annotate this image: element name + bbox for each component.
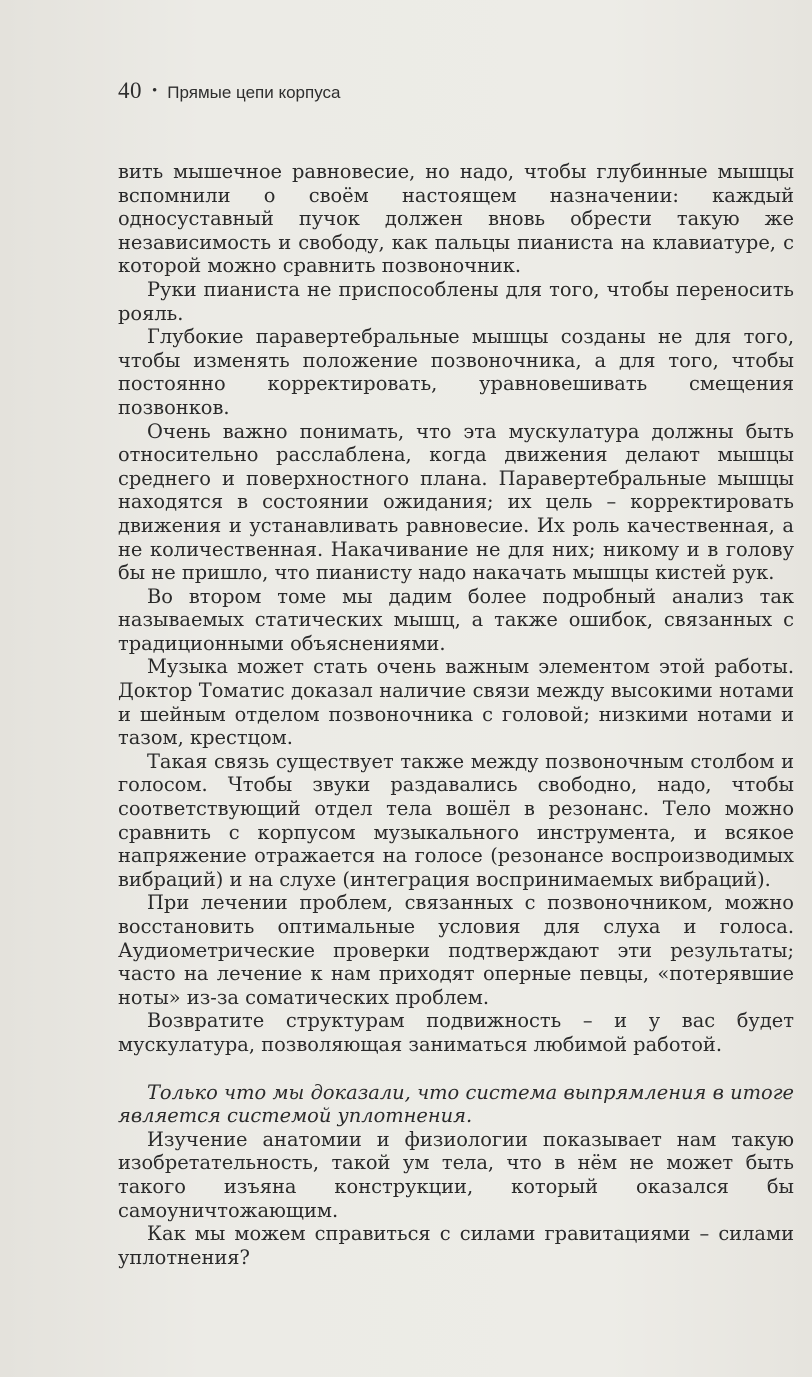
paragraph: Руки пианиста не приспособлены для того, чтобы переносить рояль.: [118, 277, 794, 325]
running-title: Прямые цепи корпуса: [167, 83, 341, 102]
paragraph: Изучение анатомии и физиологии показывает нам такую изобретательность, такой ум тела, что в нём не может быть такого изъяна конструкции, который оказался бы самоуничтожающим.: [118, 1127, 794, 1222]
page-number: 40: [118, 78, 142, 103]
paragraph: Глубокие паравертебральные мышцы созданы не для того, чтобы изменять положение позвоночника, а для того, чтобы постоянно корректировать, уравновешивать смещения позвонков.: [118, 325, 794, 419]
paragraph: Очень важно понимать, что эта мускулатура должны быть относительно расслаблена, когда движения делают мышцы среднего и поверхностного плана. Паравертебральные мышцы находятся в состоянии ожидания; их цель – корректировать движения и устанавливать равновесие. Их роль качественная, а не количественная. Накачивание не для них; никому и в голову бы не пришло, что пианисту надо накачать мышцы кистей рук.: [118, 419, 794, 585]
paragraph: Как мы можем справиться с силами гравитациями – силами уплотнения?: [118, 1222, 794, 1269]
paragraph: При лечении проблем, связанных с позвоночником, можно восстановить оптимальные условия для слуха и голоса. Аудиометрические проверки подтверждают эти результаты; часто на лечение к нам приходят оперные певцы, «потерявшие ноты» из-за соматических проблем.: [118, 891, 794, 1009]
paragraph-continued: вить мышечное равновесие, но надо, чтобы глубинные мышцы вспомнили о своём настоящем назначении: каждый односуставный пучок должен вновь обрести такую же независимость и свободу, как пальцы пианиста на клавиатуре, с которой можно сравнить позвоночник.: [118, 160, 794, 278]
running-header: [118, 78, 340, 104]
body-text: [118, 160, 794, 1269]
paragraph: Музыка может стать очень важным элементом этой работы. Доктор Томатис доказал наличие связи между высокими нотами и шейным отделом позвоночника с головой; низкими нотами и тазом, крестцом.: [118, 655, 794, 750]
emphasis-paragraph: Только что мы доказали, что система выпрямления в итоге является системой уплотнения.: [118, 1080, 794, 1128]
paragraph: Возвратите структурам подвижность – и у вас будет мускулатура, позволяющая заниматься любимой работой.: [118, 1009, 794, 1056]
paragraph: Такая связь существует также между позвоночным столбом и голосом. Чтобы звуки раздавались свободно, надо, чтобы соответствующий отдел тела вошёл в резонанс. Тело можно сравнить с корпусом музыкального инструмента, и всякое напряжение отражается на голосе (резонансе воспроизводимых вибраций) и на слухе (интеграция воспринимаемых вибраций).: [118, 749, 794, 891]
header-separator: •: [152, 83, 158, 99]
paragraph: Во втором томе мы дадим более подробный анализ так называемых статических мышц, а также ошибок, связанных с традиционными объяснениями.: [118, 584, 794, 655]
